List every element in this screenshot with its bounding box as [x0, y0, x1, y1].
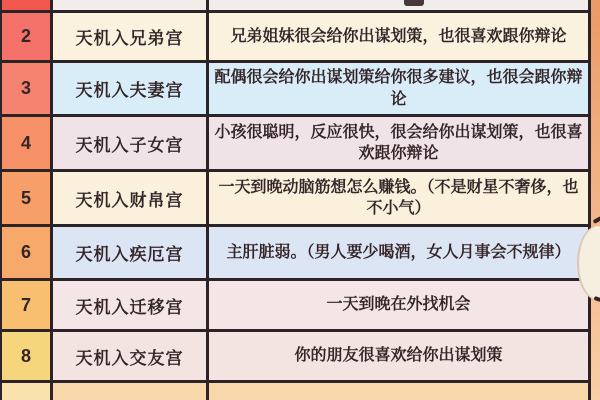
description-cell: 配偶很会给你出谋划策给你很多建议，也很会跟你辩论 [214, 69, 583, 108]
sticker-detail-mark [593, 216, 600, 224]
palace-name-cell: 天机入兄弟宫 [53, 13, 209, 60]
table-row [2, 63, 588, 117]
row-number-cell: 3 [2, 63, 53, 114]
description-cell: 一天到晚在外找机会 [326, 296, 471, 314]
cutoff-character-fragment [404, 0, 424, 6]
table-row [2, 117, 588, 172]
row-number-cell: 4 [2, 117, 53, 169]
table-row [2, 281, 588, 332]
row-number-cell: 6 [2, 227, 53, 278]
table-row [2, 332, 588, 383]
table-row [2, 13, 588, 63]
sticker-detail-mark [594, 296, 600, 302]
table-row-partial-bottom [2, 383, 588, 400]
palace-name-cell: 天机入夫妻宫 [53, 63, 209, 114]
table-row-partial-top [2, 0, 588, 13]
description-cell: 兄弟姐妹很会给你出谋划策，也很喜欢跟你辩论 [230, 27, 567, 45]
palace-name-cell: 天机入子女宫 [53, 117, 209, 169]
table-row [2, 172, 588, 227]
row-number-cell: 2 [2, 13, 53, 60]
row-number-cell: 7 [2, 281, 53, 329]
row-number-cell: 5 [2, 172, 53, 224]
partial-top-desc-cell [209, 0, 588, 10]
palace-name-cell: 天机入疾厄宫 [53, 227, 209, 278]
description-cell: 主肝脏弱。（男人要少喝酒，女人月事会不规律） [226, 243, 571, 261]
description-cell: 你的朋友很喜欢给你出谋划策 [294, 347, 503, 365]
description-cell: 一天到晚动脑筋想怎么赚钱。（不是财星不奢侈，也不小气） [218, 178, 579, 217]
description-cell: 小孩很聪明，反应很快，很会给你出谋划策，也很喜欢跟你辩论 [214, 123, 583, 162]
table-body [2, 13, 588, 383]
palace-name-cell: 天机入交友宫 [53, 332, 209, 380]
partial-bottom-desc-cell [209, 383, 588, 400]
partial-bottom-palace-cell [53, 383, 209, 400]
palace-name-cell: 天机入财帛宫 [53, 172, 209, 224]
row-number-cell: 8 [2, 332, 53, 380]
partial-top-number-cell [2, 0, 53, 10]
partial-top-palace-cell [53, 0, 209, 10]
partial-bottom-number-cell [2, 383, 53, 400]
table-row [2, 227, 588, 281]
palace-name-cell: 天机入迁移宫 [53, 281, 209, 329]
